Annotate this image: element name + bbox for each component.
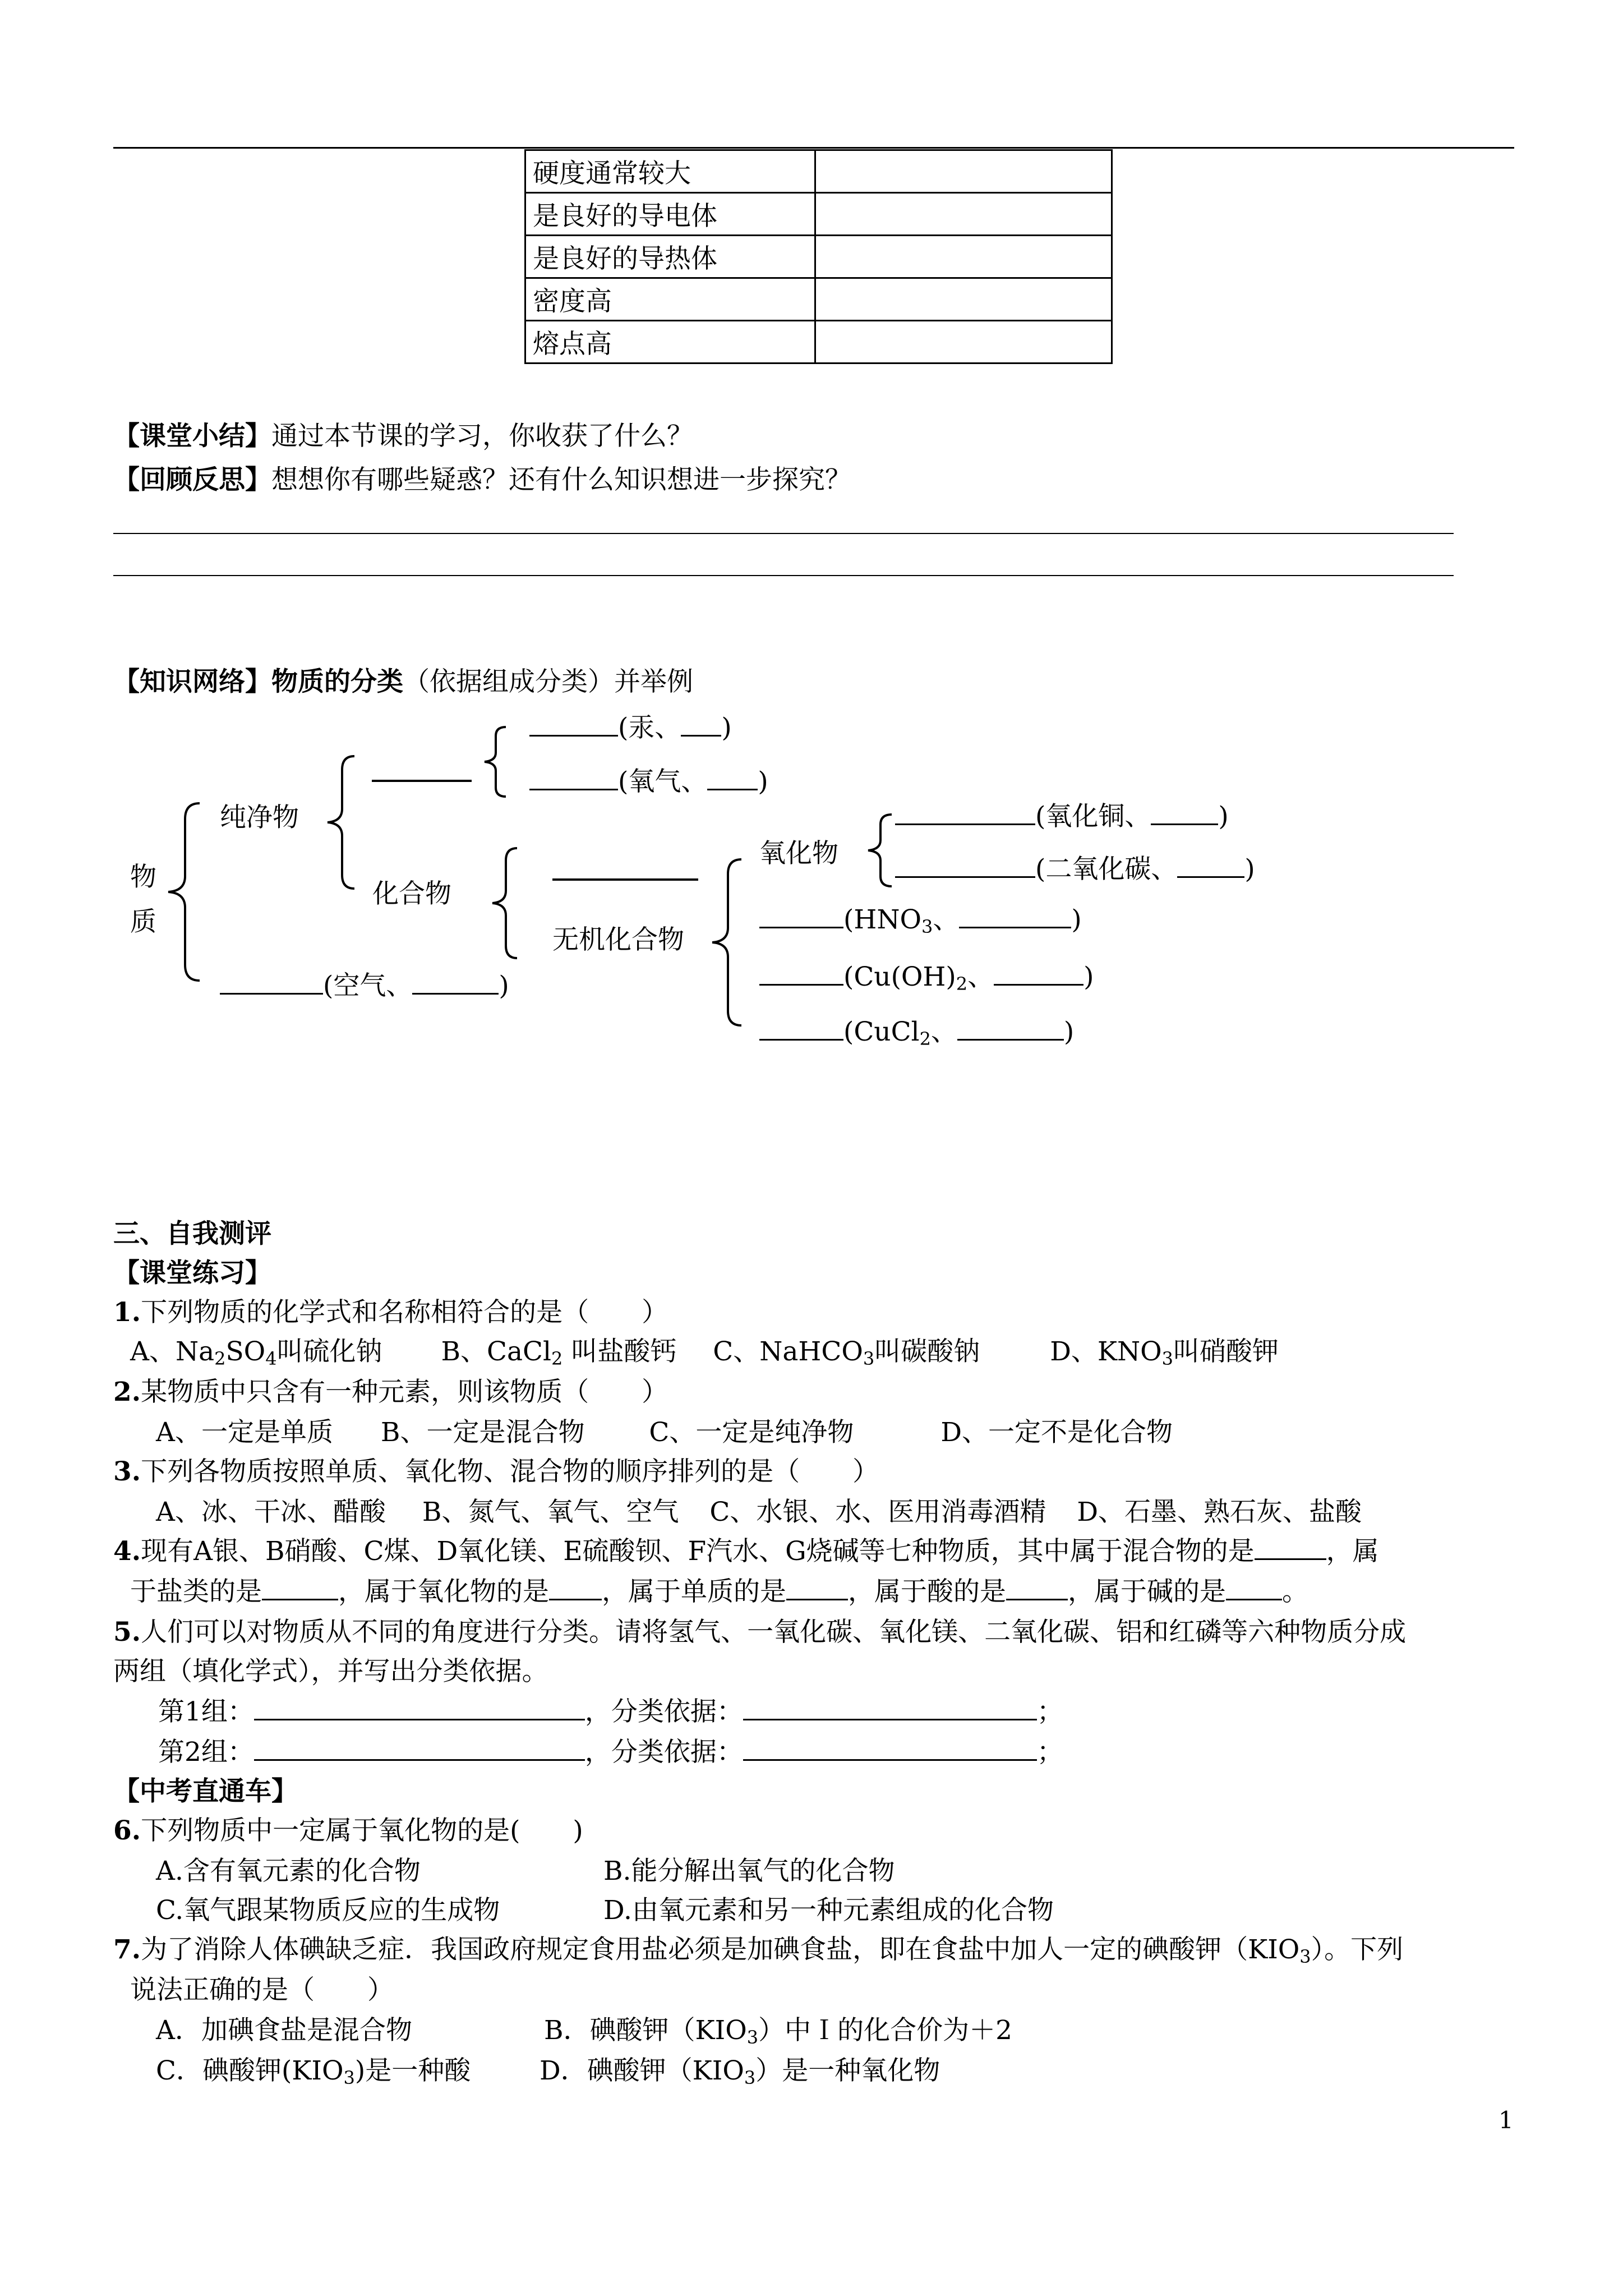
q2-options — [156, 1416, 1173, 1450]
label-wu: 物 — [130, 862, 156, 892]
review-reflection — [113, 463, 851, 497]
property-cell: 密度高 — [525, 278, 815, 321]
reflect-tag: 【回顾反思】 — [113, 464, 271, 495]
question-2 — [113, 1375, 668, 1409]
subscript: 3 — [921, 916, 933, 937]
row-carbon-dioxide — [895, 853, 1255, 886]
q7-option-d[interactable]: D．碘酸钾$(KIO_3)$是一种氧化物 — [540, 2055, 940, 2088]
subscript: 3 — [1299, 1946, 1311, 1967]
text-mercury: (汞、 — [618, 712, 681, 743]
option-a[interactable]: A、$Na_2SO_4$叫硫化钠 — [130, 1336, 382, 1369]
network-heading — [113, 665, 693, 699]
paren-close: ) — [758, 766, 768, 797]
row-salt — [759, 1015, 1074, 1049]
property-cell: 熔点高 — [525, 321, 815, 364]
table-row — [525, 193, 1112, 236]
header-rule — [113, 147, 1514, 149]
table-row — [525, 236, 1112, 278]
question-number: 6. — [113, 1815, 141, 1846]
brace-oxide — [864, 813, 895, 889]
q7-option-c[interactable]: C．碘酸钾$(KIO_3)$是一种酸 — [156, 2055, 471, 2088]
table-row — [525, 150, 1112, 193]
question-stem: 人们可以对物质从不同的角度进行分类。请将氢气、一氧化碳、氧化镁、二氧化碳、铝和红磷等六种物质分成 — [141, 1617, 1407, 1648]
q5-group-1 — [158, 1695, 1063, 1729]
question-text: ，属于单质的是 — [602, 1576, 786, 1607]
blank-mixture[interactable] — [220, 970, 323, 995]
question-5 — [113, 1616, 1406, 1649]
blank-basis-1[interactable] — [743, 1696, 1037, 1720]
row-copper-oxide — [895, 800, 1229, 834]
question-4-line2 — [130, 1575, 1308, 1609]
paren-close: ) — [1071, 904, 1082, 935]
row-acid — [759, 903, 1082, 937]
text-copper-oxide: (氧化铜、 — [1035, 801, 1151, 832]
reflect-text: 想想你有哪些疑惑？还有什么知识想进一步探究？ — [271, 464, 851, 495]
option-a[interactable]: A、冰、干冰、醋酸 — [156, 1497, 386, 1527]
q6-option-a[interactable]: A.含有氧元素的化合物 — [156, 1856, 421, 1887]
network-subtitle: （依据组成分类）并举例 — [403, 666, 693, 697]
group-label: 第1组： — [158, 1696, 254, 1727]
question-text: ，属于酸的是 — [848, 1576, 1006, 1607]
option-d[interactable]: D、$KNO_3$叫硝酸钾 — [1050, 1336, 1279, 1369]
option-a[interactable]: A、一定是单质 — [156, 1417, 333, 1448]
blank-base[interactable] — [759, 961, 843, 986]
network-tag: 【知识网络】 — [113, 666, 271, 697]
question-text: 于盐类的是 — [130, 1576, 262, 1607]
brace-matter — [163, 802, 202, 982]
blank-metal-example[interactable] — [681, 712, 721, 737]
blank-nonmetal-oxide[interactable] — [895, 854, 1035, 878]
paren-close: ) — [499, 970, 509, 1001]
blank-nonmetal-example[interactable] — [707, 766, 758, 790]
basis-label: ，分类依据： — [584, 1737, 743, 1768]
answer-line[interactable] — [113, 533, 1454, 534]
blank-acid[interactable] — [759, 904, 843, 928]
text-cuoh2: (Cu(OH) — [843, 961, 956, 992]
question-text: 。 — [1282, 1576, 1308, 1607]
blank-base-answer[interactable] — [1226, 1576, 1282, 1600]
question-5-line2: 两组（填化学式），并写出分类依据。 — [113, 1656, 548, 1687]
answer-cell[interactable] — [815, 150, 1112, 193]
text-hno3: (HNO — [843, 904, 921, 935]
section-heading: 三、自我测评 — [113, 1218, 271, 1249]
question-stem: 为了消除人体碘缺乏症．我国政府规定食用盐必须是加碘食盐，即在食盐中加人一定的碘酸钾（KIO — [141, 1934, 1300, 1965]
blank-salt[interactable] — [759, 1016, 843, 1041]
question-text: ）。下列 — [1311, 1934, 1404, 1965]
text-sep: 、 — [933, 904, 960, 935]
row-mercury — [529, 711, 732, 745]
blank-salt-example[interactable] — [957, 1016, 1064, 1041]
blank-base-example[interactable] — [994, 961, 1083, 986]
text-cucl2: (CuCl — [843, 1016, 920, 1047]
text-sep: 、 — [967, 961, 994, 992]
q5-group-2 — [158, 1736, 1063, 1769]
blank-group-2[interactable] — [254, 1737, 585, 1761]
blank-group-1[interactable] — [254, 1696, 585, 1720]
summary-tag: 【课堂小结】 — [113, 421, 271, 452]
text-sep: 、 — [930, 1016, 957, 1047]
label-compound: 化合物 — [372, 878, 451, 909]
question-7 — [113, 1933, 1403, 1967]
practice-tag: 【课堂练习】 — [113, 1258, 271, 1289]
blank-element-answer[interactable] — [786, 1576, 848, 1600]
paren-close: ) — [1083, 961, 1094, 992]
brace-compound — [489, 847, 520, 959]
blank-elemental[interactable] — [372, 780, 472, 782]
paren-close: ) — [1063, 1016, 1075, 1047]
label-inorganic-compound: 无机化合物 — [552, 924, 684, 955]
question-text: ，属于氧化物的是 — [338, 1576, 549, 1607]
q3-options — [156, 1496, 1362, 1529]
text-oxygen: (氧气、 — [618, 766, 708, 797]
row-mixture — [220, 969, 509, 1003]
question-number: 5. — [113, 1617, 141, 1648]
q1-options — [130, 1335, 1279, 1369]
blank-nonmetal[interactable] — [529, 766, 618, 790]
option-b[interactable]: B、一定是混合物 — [380, 1417, 585, 1448]
page-number: 1 — [1498, 2106, 1514, 2134]
question-text: ，属于碱的是 — [1068, 1576, 1226, 1607]
label-pure-substance: 纯净物 — [220, 802, 299, 833]
answer-line[interactable] — [113, 575, 1454, 576]
properties-table — [524, 149, 1113, 364]
table-row — [525, 321, 1112, 364]
paren-close: ) — [1244, 854, 1255, 885]
paren-close: ) — [1218, 801, 1229, 832]
blank-salt-answer[interactable] — [262, 1576, 338, 1600]
text-carbon-dioxide: (二氧化碳、 — [1035, 854, 1178, 885]
blank-oxide-answer[interactable] — [549, 1576, 602, 1600]
q7-option-a[interactable]: A．加碘食盐是混合物 — [156, 2015, 412, 2046]
subscript: 2 — [919, 1028, 931, 1050]
q7-option-b[interactable]: B．碘酸钾$(KIO_3)$中Ｉ的化合价为＋2 — [544, 2015, 1013, 2048]
question-number: 1. — [113, 1297, 141, 1328]
question-text: ，属 — [1326, 1536, 1379, 1567]
option-b[interactable]: B、CaCl$_2$ 叫盐酸钙 — [441, 1336, 677, 1369]
label-oxide: 氧化物 — [759, 838, 838, 869]
property-cell: 是良好的导电体 — [525, 193, 815, 236]
text-air: (空气、 — [323, 970, 413, 1001]
option-c[interactable]: C、NaHCO$_3$叫碳酸钠 — [713, 1336, 980, 1369]
question-4 — [113, 1535, 1379, 1568]
answer-cell[interactable] — [815, 321, 1112, 364]
option-c[interactable]: C、一定是纯净物 — [649, 1417, 854, 1448]
blank-acid-example[interactable] — [959, 904, 1071, 928]
q6-option-d[interactable]: D.由氧元素和另一种元素组成的化合物 — [603, 1895, 1054, 1926]
question-1 — [113, 1296, 668, 1329]
label-zhi: 质 — [130, 907, 156, 937]
punct: ； — [1036, 1737, 1063, 1768]
question-6 — [113, 1814, 583, 1848]
punct: ； — [1036, 1696, 1063, 1727]
answer-cell[interactable] — [815, 193, 1112, 236]
question-stem: 某物质中只含有一种元素，则该物质（ ） — [141, 1377, 668, 1407]
question-number: 7. — [113, 1934, 141, 1965]
blank-metal-oxide[interactable] — [895, 801, 1035, 825]
exam-tag: 【中考直通车】 — [113, 1776, 298, 1807]
brace-elemental — [481, 726, 509, 799]
question-number: 2. — [113, 1377, 141, 1407]
option-d[interactable]: D、一定不是化合物 — [940, 1417, 1173, 1448]
property-cell: 硬度通常较大 — [525, 150, 815, 193]
row-oxygen — [529, 765, 768, 799]
summary-text: 通过本节课的学习，你收获了什么？ — [271, 421, 693, 452]
blank-metal-oxide-example[interactable] — [1151, 801, 1218, 825]
basis-label: ，分类依据： — [584, 1696, 743, 1727]
q6-option-c[interactable]: C.氧气跟某物质反应的生成物 — [156, 1895, 500, 1926]
option-d[interactable]: D、石墨、熟石灰、盐酸 — [1077, 1497, 1362, 1527]
brace-pure — [323, 755, 357, 890]
question-number: 3. — [113, 1456, 141, 1487]
question-3 — [113, 1455, 879, 1489]
blank-mixture-example[interactable] — [412, 970, 499, 995]
table-row — [525, 278, 1112, 321]
subscript: 2 — [956, 973, 968, 995]
question-stem: 下列物质中一定属于氧化物的是( ) — [141, 1815, 583, 1846]
option-c[interactable]: C、水银、水、医用消毒酒精 — [709, 1497, 1046, 1527]
answer-cell[interactable] — [815, 236, 1112, 278]
group-label: 第2组： — [158, 1737, 254, 1768]
blank-organic[interactable] — [552, 878, 698, 881]
blank-basis-2[interactable] — [743, 1737, 1037, 1761]
q6-option-b[interactable]: B.能分解出氧气的化合物 — [603, 1856, 895, 1887]
question-stem: 下列各物质按照单质、氧化物、混合物的顺序排列的是（ ） — [141, 1456, 879, 1487]
question-stem: 下列物质的化学式和名称相符合的是（ ） — [141, 1297, 668, 1328]
blank-acid-answer[interactable] — [1006, 1576, 1068, 1600]
option-b[interactable]: B、氮气、氧气、空气 — [422, 1497, 679, 1527]
question-number: 4. — [113, 1536, 141, 1567]
blank-mixture-answer[interactable] — [1255, 1536, 1326, 1560]
answer-cell[interactable] — [815, 278, 1112, 321]
property-cell: 是良好的导热体 — [525, 236, 815, 278]
question-7-line2: 说法正确的是（ ） — [130, 1975, 394, 2005]
paren-close: ) — [721, 712, 732, 743]
blank-nonmetal-oxide-example[interactable] — [1177, 854, 1244, 878]
class-summary — [113, 420, 693, 453]
network-title: 物质的分类 — [271, 666, 403, 697]
question-stem: 现有A银、B硝酸、C煤、D氧化镁、E硫酸钡、F汽水、G烧碱等七种物质，其中属于混合物的是 — [141, 1536, 1255, 1567]
blank-metal[interactable] — [529, 712, 618, 737]
brace-inorganic — [708, 858, 745, 1027]
row-base — [759, 960, 1094, 994]
